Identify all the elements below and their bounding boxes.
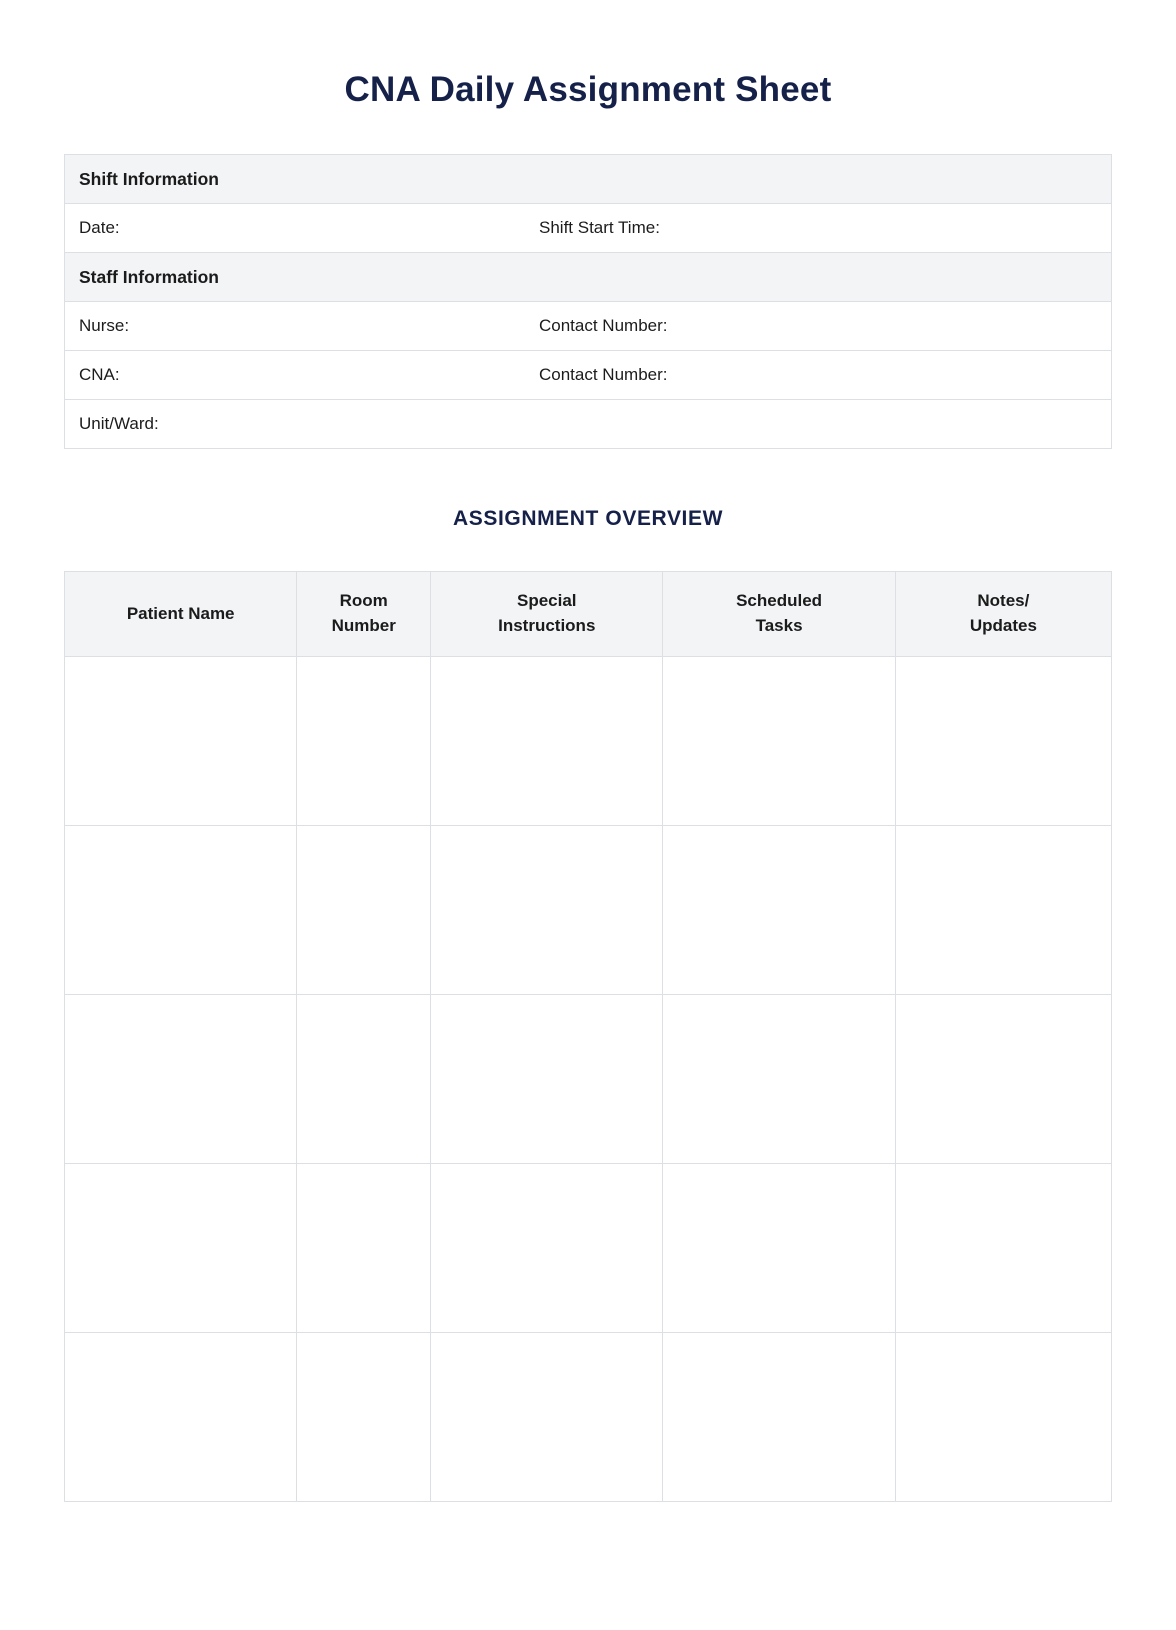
column-header-notes-updates-line1: Notes/ [977, 591, 1030, 611]
nurse-contact-number-label: Contact Number: [539, 316, 668, 335]
cell-room-number[interactable] [297, 826, 431, 995]
cell-scheduled-tasks[interactable] [663, 1164, 895, 1333]
table-row[interactable] [65, 995, 1112, 1164]
cell-special-instructions[interactable] [431, 1333, 663, 1502]
assignment-table-header-row [65, 572, 1112, 657]
cna-label: CNA: [79, 365, 120, 384]
column-header-scheduled-tasks-line2: Tasks [755, 616, 803, 635]
date-shift-start-row[interactable] [65, 204, 1112, 253]
nurse-row[interactable] [65, 302, 1112, 351]
column-header-patient-name-line1: Patient Name [126, 603, 235, 623]
nurse-label: Nurse: [79, 316, 130, 335]
staff-information-section-row [65, 253, 1112, 302]
table-row[interactable] [65, 1333, 1112, 1502]
column-header-room-number-line1: Room [339, 591, 388, 611]
column-header-scheduled-tasks [663, 572, 895, 657]
date-shift-start-cell[interactable] [65, 204, 1112, 253]
cna-cell[interactable] [65, 351, 1112, 400]
column-header-special-instructions-line2: Instructions [498, 616, 596, 635]
cell-special-instructions[interactable] [431, 657, 663, 826]
unit-ward-cell[interactable] [65, 400, 1112, 449]
unit-ward-row[interactable] [65, 400, 1112, 449]
cell-scheduled-tasks[interactable] [663, 995, 895, 1164]
table-row[interactable] [65, 657, 1112, 826]
column-header-special-instructions-line1: Special [516, 591, 577, 611]
cell-room-number[interactable] [297, 1333, 431, 1502]
table-row[interactable] [65, 1164, 1112, 1333]
cell-patient-name[interactable] [65, 657, 297, 826]
cell-room-number[interactable] [297, 1164, 431, 1333]
assignment-overview-table [64, 571, 1112, 1502]
column-header-patient-name [65, 572, 297, 657]
cell-room-number[interactable] [297, 657, 431, 826]
unit-ward-label: Unit/Ward: [79, 414, 159, 433]
cell-room-number[interactable] [297, 995, 431, 1164]
shift-information-section-label: Shift Information [65, 155, 1112, 204]
shift-information-section-row [65, 155, 1112, 204]
column-header-scheduled-tasks-line1: Scheduled [736, 591, 823, 611]
cell-scheduled-tasks[interactable] [663, 826, 895, 995]
cna-row[interactable] [65, 351, 1112, 400]
cell-notes-updates[interactable] [895, 995, 1111, 1164]
column-header-room-number [297, 572, 431, 657]
column-header-special-instructions [431, 572, 663, 657]
cell-scheduled-tasks[interactable] [663, 657, 895, 826]
staff-information-section-label: Staff Information [65, 253, 1112, 302]
table-row[interactable] [65, 826, 1112, 995]
cell-patient-name[interactable] [65, 1333, 297, 1502]
page-title: CNA Daily Assignment Sheet [344, 70, 832, 109]
cell-special-instructions[interactable] [431, 826, 663, 995]
shift-start-time-label: Shift Start Time: [539, 218, 660, 237]
assignment-overview-heading: ASSIGNMENT OVERVIEW [452, 507, 724, 530]
cell-patient-name[interactable] [65, 826, 297, 995]
column-header-notes-updates [895, 572, 1111, 657]
cell-notes-updates[interactable] [895, 1333, 1111, 1502]
cell-special-instructions[interactable] [431, 995, 663, 1164]
cna-contact-number-label: Contact Number: [539, 365, 668, 384]
cell-patient-name[interactable] [65, 1164, 297, 1333]
column-header-room-number-line2: Number [331, 616, 396, 635]
cell-notes-updates[interactable] [895, 826, 1111, 995]
date-label: Date: [79, 218, 120, 237]
cell-notes-updates[interactable] [895, 1164, 1111, 1333]
cell-patient-name[interactable] [65, 995, 297, 1164]
cell-special-instructions[interactable] [431, 1164, 663, 1333]
cell-scheduled-tasks[interactable] [663, 1333, 895, 1502]
column-header-notes-updates-line2: Updates [969, 616, 1037, 635]
nurse-cell[interactable] [65, 302, 1112, 351]
cell-notes-updates[interactable] [895, 657, 1111, 826]
shift-staff-information-table [64, 154, 1112, 449]
